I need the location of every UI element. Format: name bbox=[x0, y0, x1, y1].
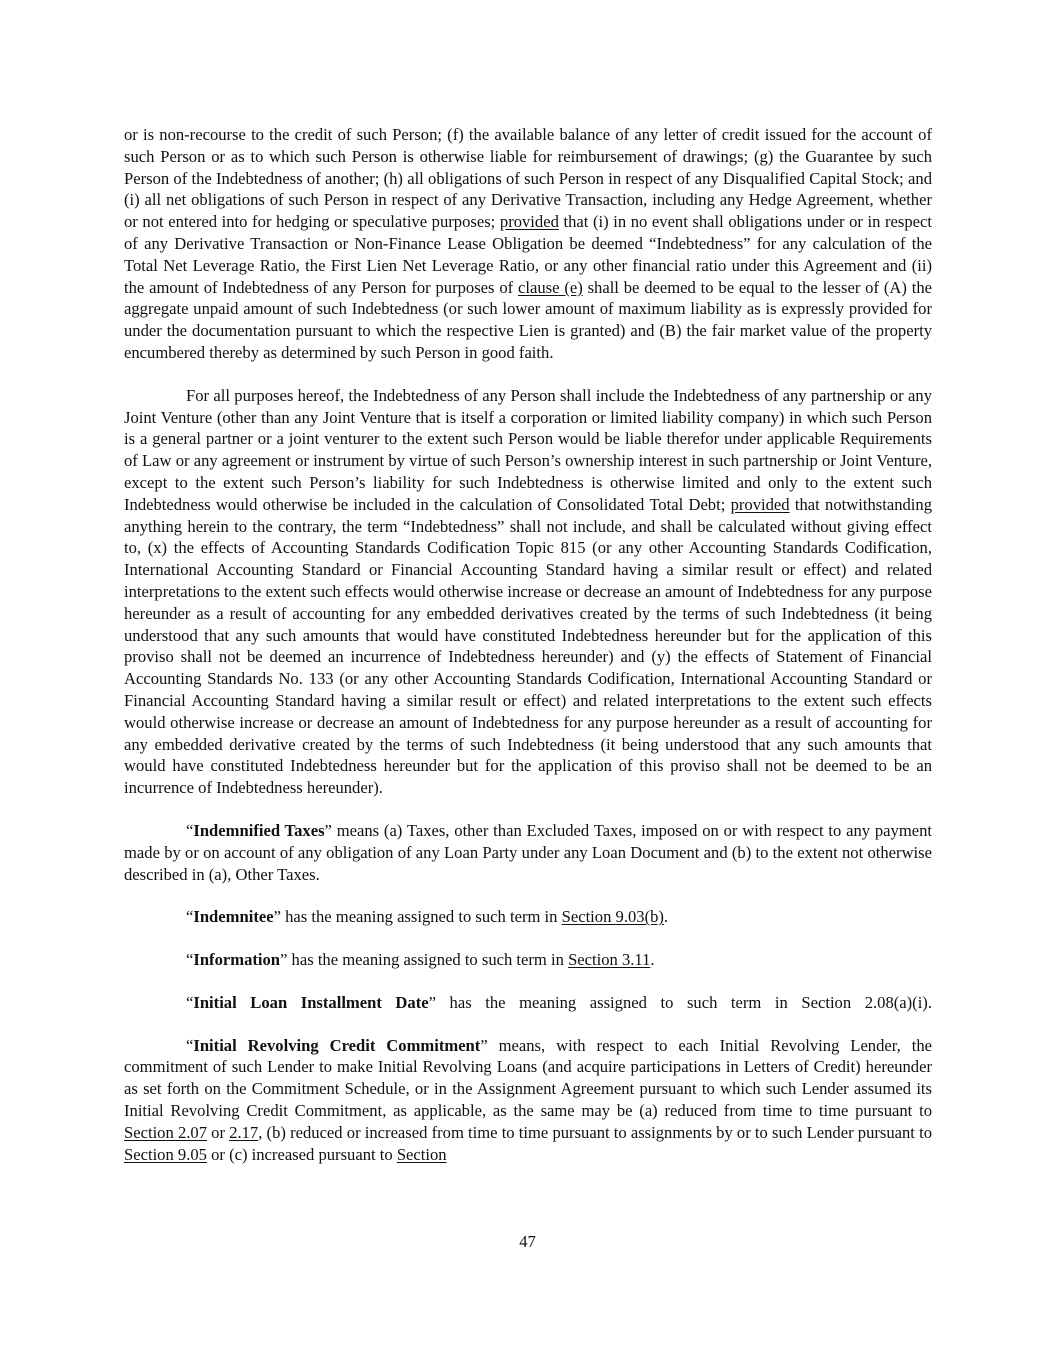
section-reference-link[interactable]: Section 9.05 bbox=[124, 1144, 207, 1164]
document-page bbox=[124, 124, 932, 1165]
definition-initial-revolving-credit-commitment bbox=[124, 1035, 932, 1166]
definition-text: ” has the meaning assigned to such term in bbox=[273, 907, 562, 927]
section-reference-link[interactable]: Section 2.07 bbox=[124, 1122, 207, 1142]
definition-text: or (c) increased pursuant to bbox=[206, 1144, 397, 1164]
open-quote: “ bbox=[186, 820, 194, 840]
definition-information bbox=[124, 949, 932, 971]
defined-term: Initial Revolving Credit Commitment bbox=[193, 1035, 481, 1055]
period: . bbox=[650, 950, 655, 970]
paragraph-indebtedness-purposes bbox=[124, 385, 932, 799]
section-reference-link[interactable]: Section 3.11 bbox=[568, 950, 651, 970]
defined-term: Indemnified Taxes bbox=[193, 820, 325, 840]
definition-initial-loan-installment-date bbox=[124, 992, 932, 1014]
open-quote: “ bbox=[186, 1035, 194, 1055]
definition-text: ” has the meaning assigned to such term in Section 2.08(a)(i). bbox=[428, 992, 932, 1012]
provided-term: provided bbox=[499, 212, 559, 232]
defined-term: Information bbox=[193, 950, 281, 970]
text: that notwithstanding anything herein to the contrary, the term “Indebtedness” shall not include, and shall be calculated without giving effect to, (x) the effects of Accounting Standards Codification Topic 815 (or any other Accounting Standards Codification, International Accounting Standard or Financial Accounting Standard having a similar result or effect) and related interpretations to the extent such effects would otherwise increase or decrease an amount of Indebtedness for any purpose hereunder as a result of accounting for any embedded derivatives created by the terms of such Indebtedness (it being understood that any such amounts that would have constituted Indebtedness hereunder but for the application of this proviso shall not be deemed an incurrence of Indebtedness hereunder) and (y) the effects of Statement of Financial Accounting Standards No. 133 (or any other Accounting Standards Codification, International Accounting Standard or Financial Accounting Standard having a similar result or effect) and related interpretations to the extent such effects would otherwise increase or decrease an amount of Indebtedness for any purpose hereunder as a result of accounting for any embedded derivative created by the terms of such Indebtedness (it being understood that any such amounts that would have constituted Indebtedness hereunder but for the application of this proviso shall not be deemed to be an incurrence of Indebtedness hereunder). bbox=[124, 494, 932, 798]
definition-text: ” means, with respect to each Initial Revolving Lender, the commitment of such Lender to make Initial Revolving Loans (and acquire participations in Letters of Credit) hereunder as set forth on the Commitment Schedule, or in the Assignment Agreement pursuant to which such Lender assumed its Initial Revolving Credit Commitment, as applicable, as the same may be (a) reduced from time to time pursuant to bbox=[124, 1035, 932, 1121]
defined-term: Initial Loan Installment Date bbox=[193, 992, 429, 1012]
section-reference-link[interactable]: 2.17 bbox=[229, 1122, 259, 1142]
defined-term: Indemnitee bbox=[193, 907, 274, 927]
page-number: 47 bbox=[519, 1232, 536, 1251]
text: shall be deemed to be equal to the lesser of (A) the aggregate unpaid amount of such Indebtedness (or such lower amount of maximum liability as is expressly provided for under the documentation pursuant to which the respective Lien is granted) and (B) the fair market value of the property encumbered thereby as determined by such Person in good faith. bbox=[124, 277, 932, 362]
definition-text: or bbox=[207, 1122, 230, 1142]
section-reference-link[interactable]: Section bbox=[396, 1144, 447, 1164]
text: or is non-recourse to the credit of such Person; (f) the available balance of any letter of credit issued for the account of such Person or as to which such Person is otherwise liable for reimbursement of drawings; (g) the Guarantee by such Person of the Indebtedness of another; (h) all obligations of such Person in respect of any Disqualified Capital Stock; and (i) all net obligations of such Person in respect of any Derivative Transaction, including any Hedge Agreement, whether or not entered into for hedging or speculative purposes; bbox=[124, 125, 932, 232]
definition-indemnitee bbox=[124, 906, 932, 928]
text: For all purposes hereof, the Indebtedness of any Person shall include the Indebtedness of any partnership or any Joint Venture (other than any Joint Venture that is itself a corporation or limited liability company) in which such Person is a general partner or a joint venturer to the extent such Person would be liable therefor under applicable Requirements of Law or any agreement or instrument by virtue of such Person’s ownership interest in such partnership or Joint Venture, except to the extent such Person’s liability for such Indebtedness is otherwise limited and only to the extent such Indebtedness would otherwise be included in the calculation of Consolidated Total Debt; bbox=[124, 385, 932, 514]
section-reference-link[interactable]: Section 9.03(b) bbox=[561, 907, 664, 927]
open-quote: “ bbox=[186, 907, 194, 927]
provided-term: provided bbox=[730, 494, 790, 514]
definition-text: , (b) reduced or increased from time to time pursuant to assignments by or to such Lender pursuant to bbox=[258, 1122, 932, 1142]
definition-indemnified-taxes bbox=[124, 820, 932, 885]
paragraph-indebtedness-continued bbox=[124, 124, 932, 364]
period: . bbox=[663, 907, 669, 927]
open-quote: “ bbox=[186, 992, 194, 1012]
open-quote: “ bbox=[186, 950, 194, 970]
text: that (i) in no event shall obligations under or in respect of any Derivative Transaction or Non-Finance Lease Obligation be deemed “Indebtedness” for any calculation of the Total Net Leverage Ratio, the First Lien Net Leverage Ratio, or any other financial ratio under this Agreement and (ii) the amount of Indebtedness of any Person for purposes of bbox=[124, 212, 932, 297]
clause-e-reference[interactable]: clause (e) bbox=[518, 277, 583, 297]
definition-text: ” has the meaning assigned to such term in bbox=[280, 950, 569, 970]
definition-text: ” means (a) Taxes, other than Excluded Taxes, imposed on or with respect to any payment made by or on account of any obligation of any Loan Party under any Loan Document and (b) to the extent not otherwise described in (a), Other Taxes. bbox=[124, 820, 932, 884]
